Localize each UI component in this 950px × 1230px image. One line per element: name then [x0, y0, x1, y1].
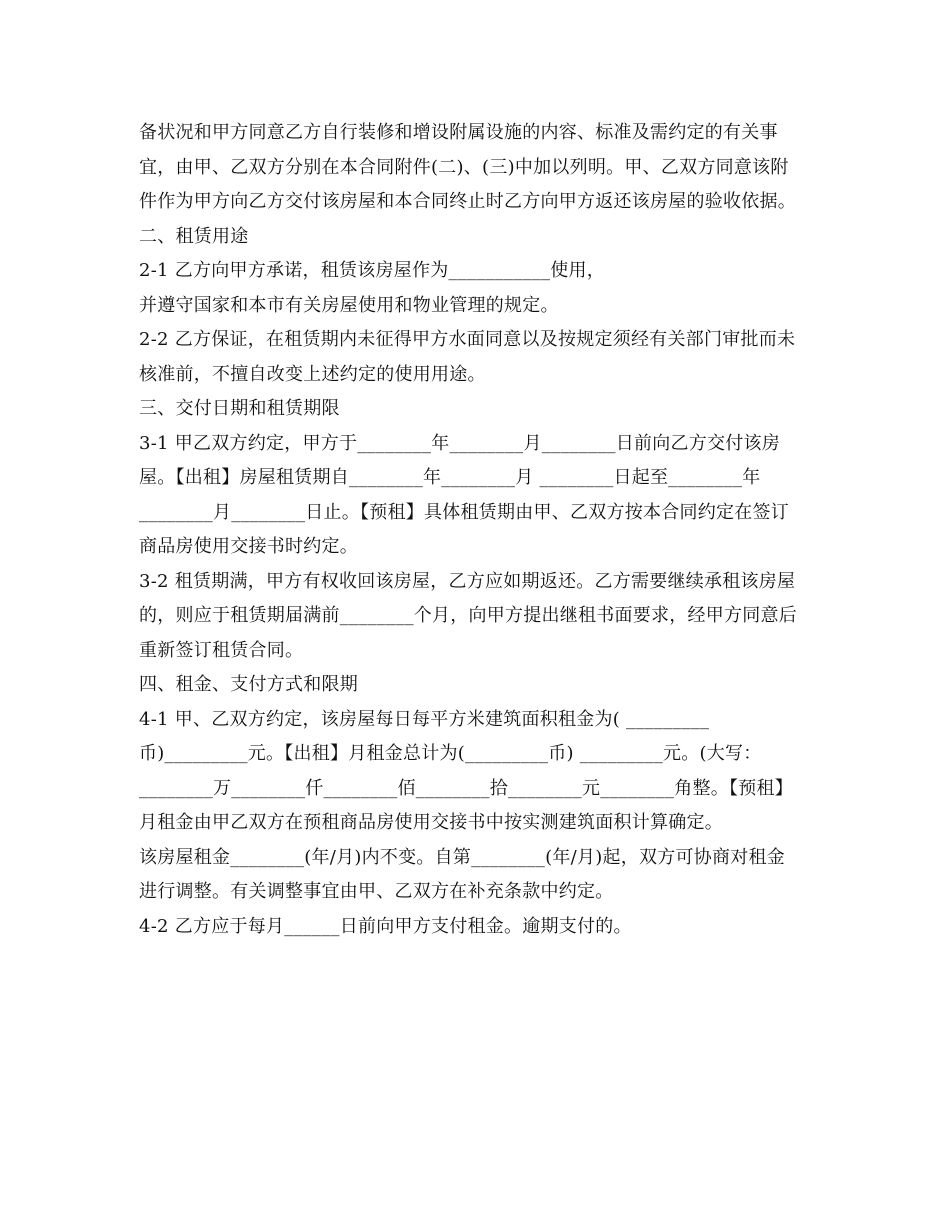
text-line: 宜，由甲、乙双方分别在本合同附件(二)、(三)中加以列明。甲、乙双方同意该附: [139, 156, 789, 178]
text-line: 商品房使用交接书时约定。: [139, 536, 358, 557]
text-line: ________万________仟________佰________拾________元________角整。【预租】: [139, 777, 793, 799]
text-line: 重新签订租赁合同。: [139, 639, 304, 661]
text-line: 3-1 甲乙双方约定，甲方于________年________月________日前向乙方交付该房: [139, 432, 780, 454]
text-line: 并遵守国家和本市有关房屋使用和物业管理的规定。: [139, 294, 559, 316]
section-heading: 四、租金、支付方式和限期: [139, 674, 358, 695]
text-line: 3-2 租赁期满，甲方有权收回该房屋，乙方应如期返还。乙方需要继续承租该房屋: [139, 570, 796, 592]
text-line: 2-1 乙方向甲方承诺，租赁该房屋作为___________使用，: [139, 260, 605, 281]
text-line: 该房屋租金________(年/月)内不变。自第________(年/月)起，双方可协商对租金: [139, 846, 785, 868]
text-line: 屋。【出租】房屋租赁期自________年________月 ________日起至________年: [139, 467, 761, 488]
section-heading: 三、交付日期和租赁期限: [139, 398, 340, 419]
text-line: 进行调整。有关调整事宜由甲、乙双方在补充条款中约定。: [139, 881, 614, 902]
text-line: 备状况和甲方同意乙方自行装修和增设附属设施的内容、标准及需约定的有关事: [139, 122, 778, 143]
text-line: 币)_________元。【出租】月租金总计为(_________币) _________元。(大写：: [139, 743, 762, 764]
document-body: [139, 116, 819, 944]
text-line: 件作为甲方向乙方交付该房屋和本合同终止时乙方向甲方返还该房屋的验收依据。: [139, 191, 796, 212]
text-line: 的，则应于租赁期届满前________个月，向甲方提出继租书面要求，经甲方同意后: [139, 605, 797, 626]
section-heading: 二、租赁用途: [139, 225, 249, 247]
text-line: 4-1 甲、乙双方约定，该房屋每日每平方米建筑面积租金为( _________: [139, 708, 710, 730]
text-line: ________月________日止。【预租】具体租赁期由甲、乙双方按本合同约定在签订: [139, 501, 789, 523]
text-line: 4-2 乙方应于每月______日前向甲方支付租金。逾期支付的。: [139, 915, 632, 937]
text-line: 核准前，不擅自改变上述约定的使用用途。: [139, 363, 486, 385]
text-line: 月租金由甲乙双方在预租商品房使用交接书中按实测建筑面积计算确定。: [139, 812, 723, 833]
text-line: 2-2 乙方保证，在租赁期内未征得甲方水面同意以及按规定须经有关部门审批而未: [139, 329, 796, 350]
